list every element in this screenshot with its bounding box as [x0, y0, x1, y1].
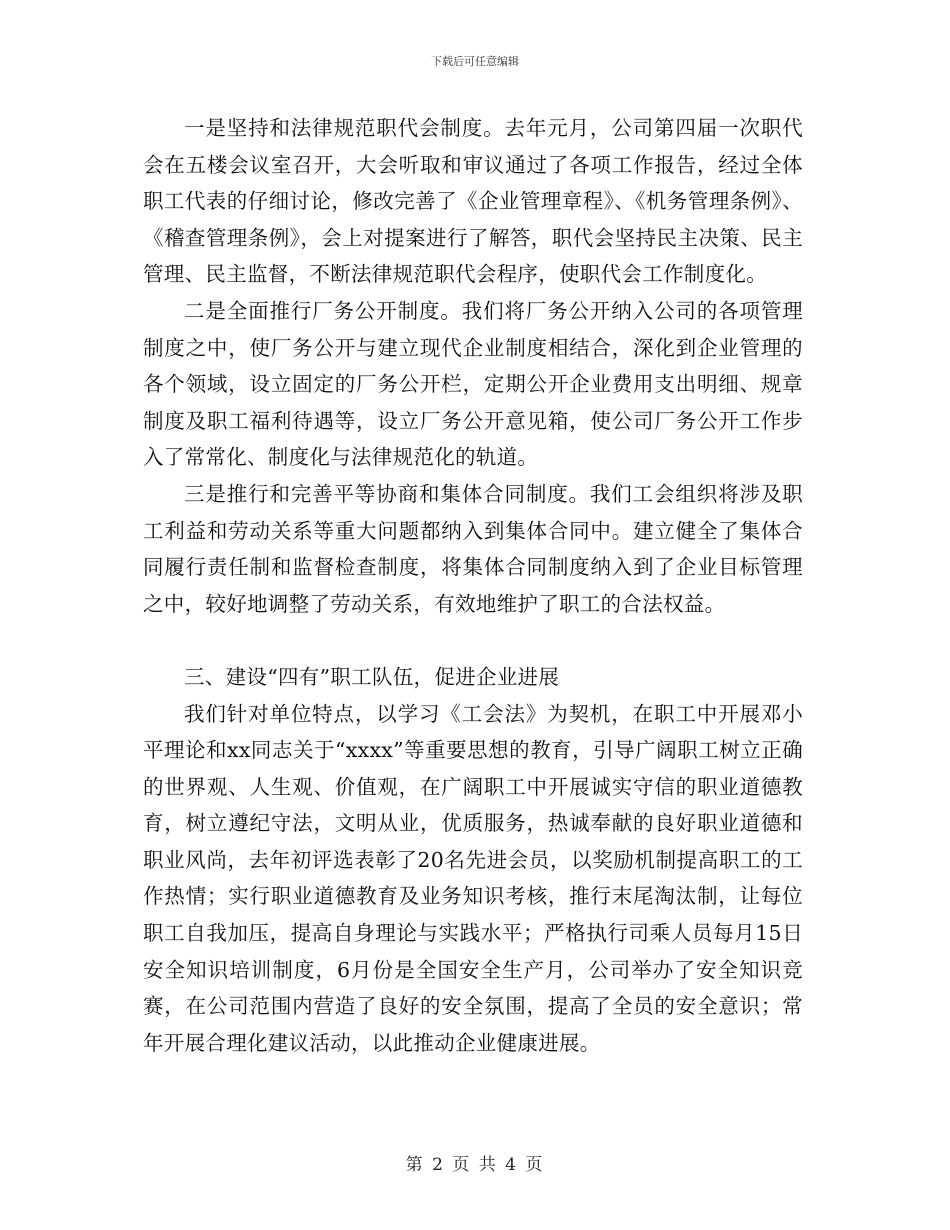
paragraph-2: 二是全面推行厂务公开制度。我们将厂务公开纳入公司的各项管理制度之中，使厂务公开与建立现代企业制度相结合，深化到企业管理的各个领域，设立固定的厂务公开栏，定期公开企业费用支出明细、规章制度及职工福利待遇等，设立厂务公开意见箱，使公司厂务公开工作步入了常常化、制度化与法律规范化的轨道。 [143, 298, 803, 470]
page-number-footer: 第 2 页 共 4 页 [405, 1155, 545, 1175]
paragraph-1: 一是坚持和法律规范职代会制度。去年元月，公司第四届一次职代会在五楼会议室召开，大会听取和审议通过了各项工作报告，经过全体职工代表的仔细讨论，修改完善了《企业管理章程》、《机务管理条例》、《稽查管理条例》，会上对提案进行了解答，职代会坚持民主决策、民主管理、民主监督，不断法律规范职代会程序，使职代会工作制度化。 [143, 116, 803, 287]
section-paragraph: 我们针对单位特点，以学习《工会法》为契机，在职工中开展邓小平理论和xx同志关于“xxxx”等重要思想的教育，引导广阔职工树立正确的世界观、人生观、价值观，在广阔职工中开展诚实守信的职业道德教育，树立遵纪守法，文明从业，优质服务，热诚奉献的良好职业道德和职业风尚，去年初评选表彰了20名先进会员，以奖励机制提高职工的工作热情；实行职业道德教育及业务知识考核，推行末尾淘汰制，让每位职工自我加压，提高自身理论与实践水平；严格执行司乘人员每月15日安全知识培训制度，6月份是全国安全生产月，公司举办了安全知识竞赛，在公司范围内营造了良好的安全氛围，提高了全员的安全意识；常年开展合理化建议活动，以此推动企业健康进展。 [143, 701, 803, 1055]
document-body [143, 110, 803, 1061]
page-header-note: 下载后可任意编辑 [431, 55, 519, 68]
paragraph-3: 三是推行和完善平等协商和集体合同制度。我们工会组织将涉及职工利益和劳动关系等重大问题都纳入到集体合同中。建立健全了集体合同履行责任制和监督检查制度，将集体合同制度纳入到了企业目标管理之中，较好地调整了劳动关系，有效地维护了职工的合法权益。 [143, 481, 803, 616]
section-heading: 三、建设“四有”职工队伍，促进企业进展 [184, 664, 560, 689]
